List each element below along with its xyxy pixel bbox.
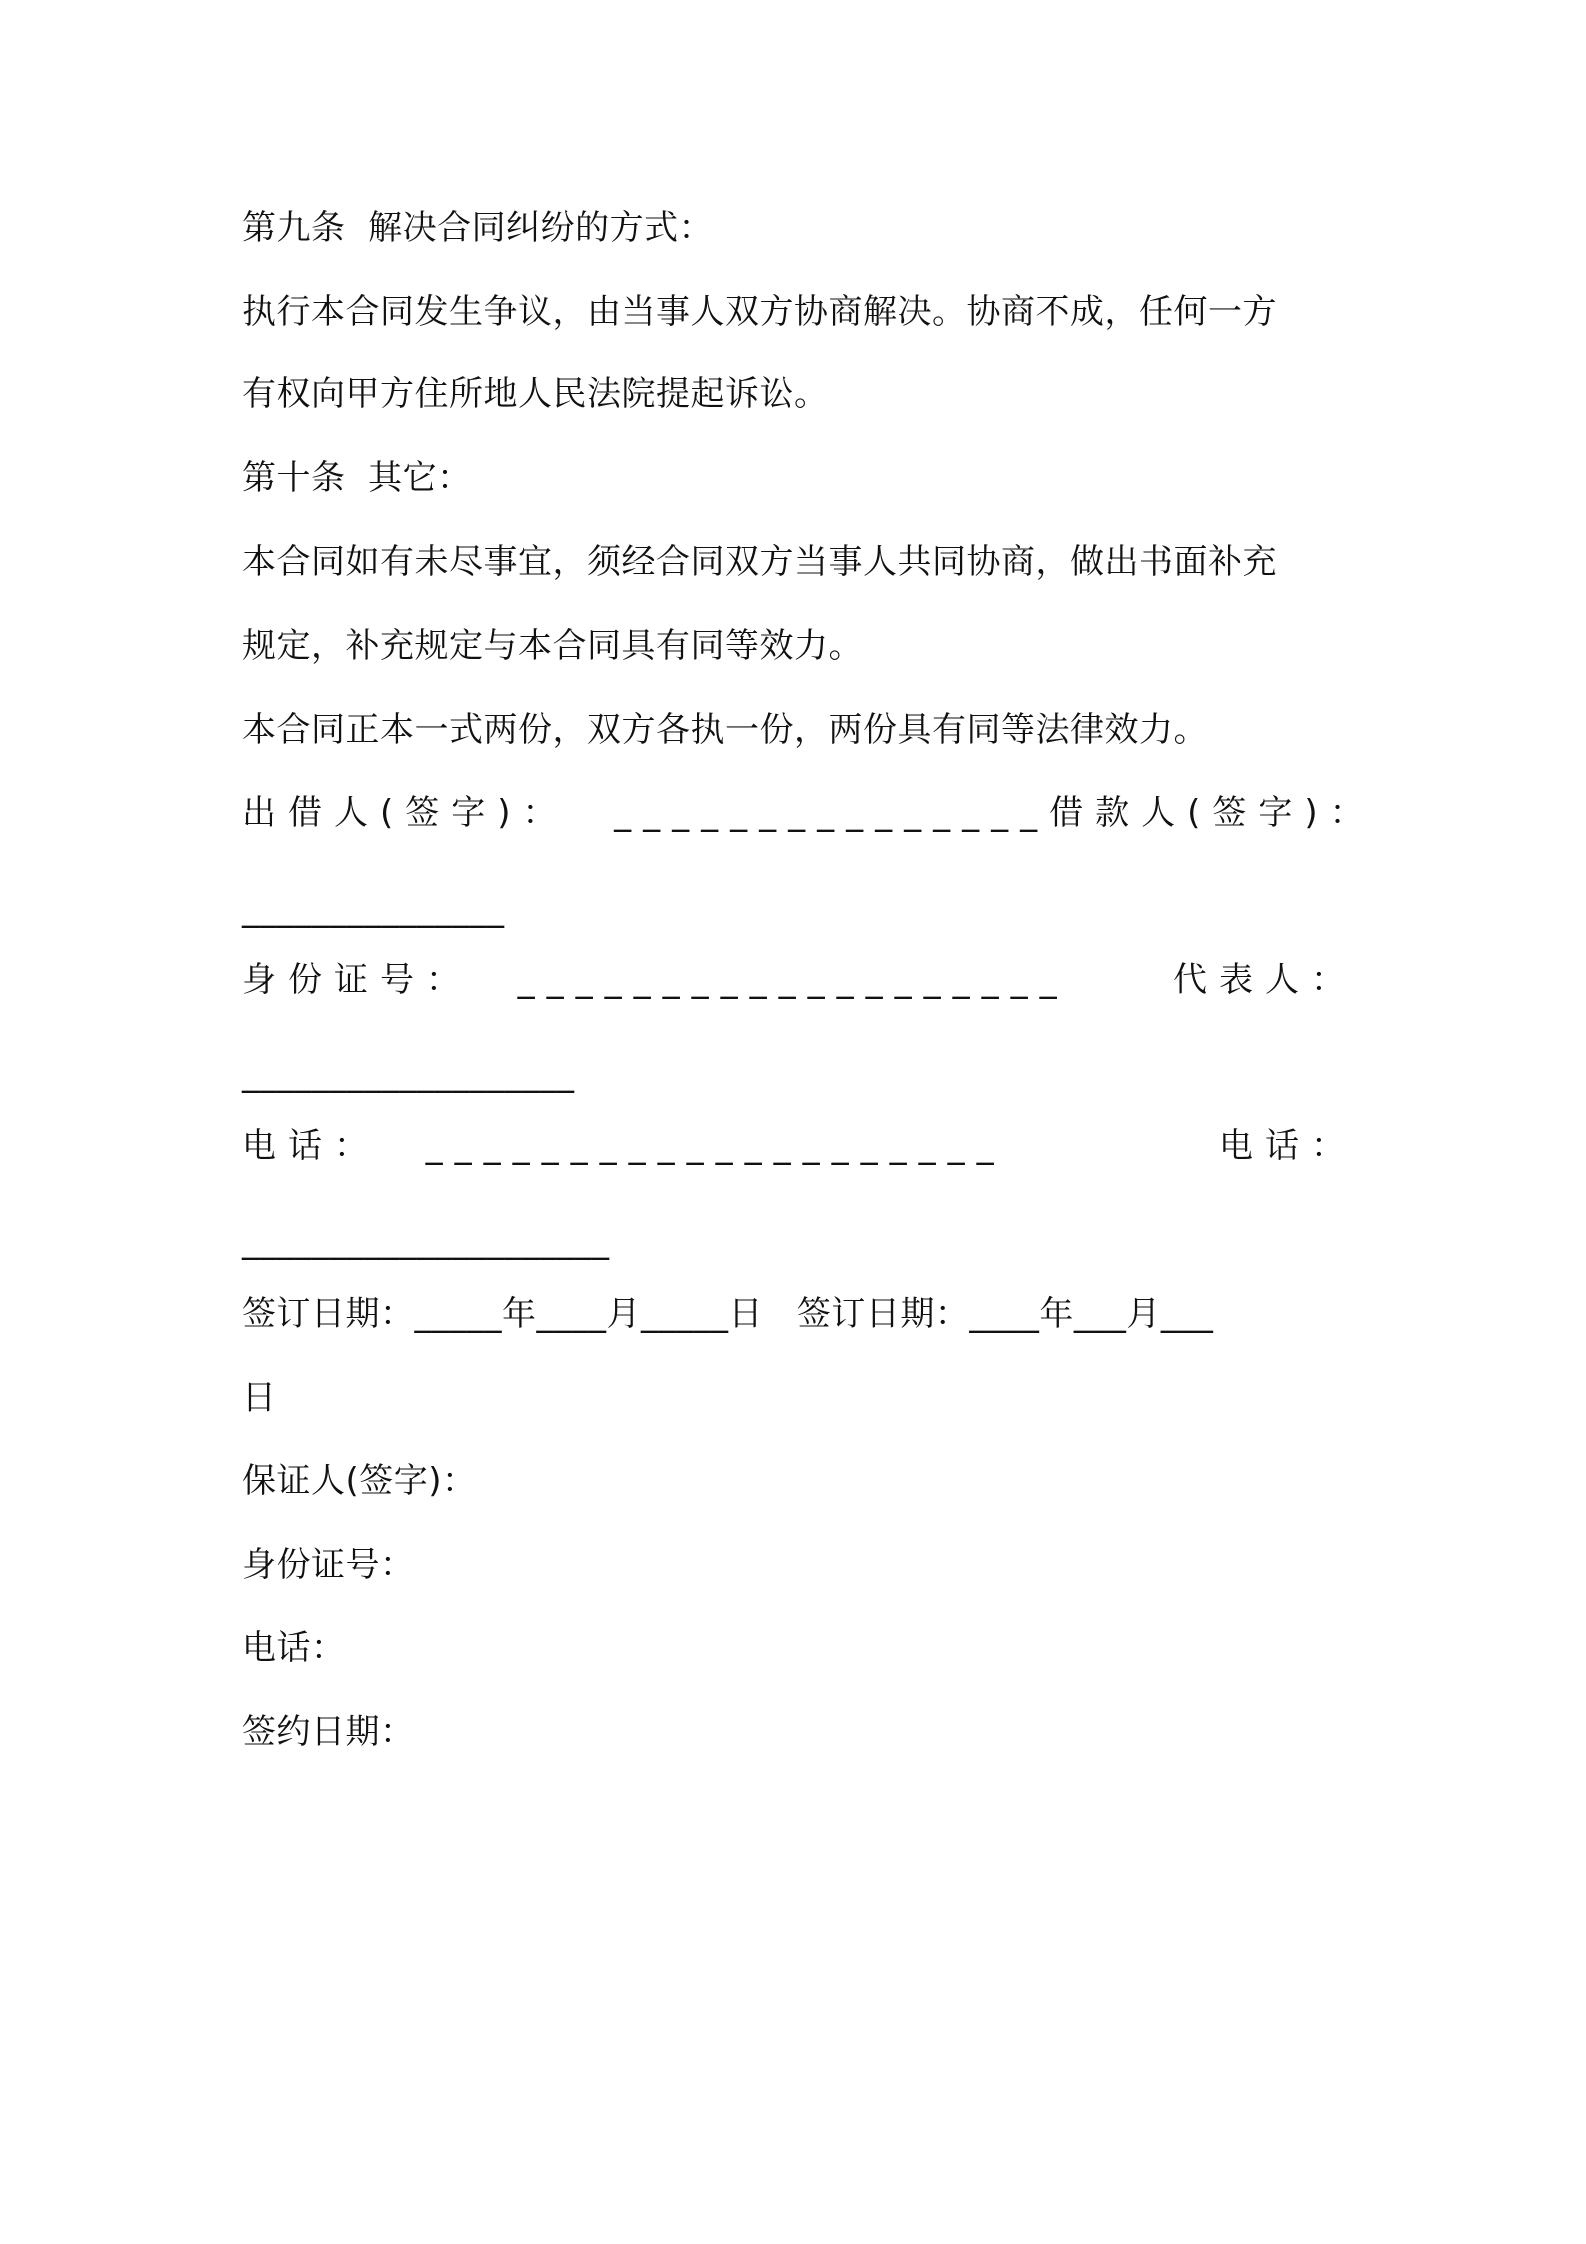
guarantor-phone: 电话： [242, 1628, 346, 1668]
sign-date-tail: 日 [242, 1378, 277, 1418]
lender-phone-field: 电话： ____________________ [242, 1126, 1006, 1166]
lender-id-field: 身份证号： ___________________ [242, 960, 1069, 1000]
article-9-title: 第九条 解决合同纠纷的方式： [242, 208, 714, 248]
borrower-phone-label: 电话： [1219, 1126, 1357, 1166]
representative-label: 代表人： [1173, 960, 1357, 1000]
article-10-title: 第十条 其它： [242, 458, 472, 498]
guarantor-sign-date: 签约日期： [242, 1712, 415, 1752]
article-9-paragraph-line-2: 有权向甲方住所地人民法院提起诉讼。 [242, 374, 829, 414]
borrower-phone-blank: _____________________ [242, 1221, 610, 1261]
sign-date-line: 签订日期：_____年____月_____日 签订日期：____年___月___ [242, 1294, 1214, 1334]
borrower-signature-label: 借款人(签字)： [1049, 793, 1376, 833]
article-10-paragraph-line-2: 规定，补充规定与本合同具有同等效力。 [242, 626, 863, 666]
copies-clause: 本合同正本一式两份，双方各执一份，两份具有同等法律效力。 [242, 710, 1208, 750]
signature-row [242, 789, 1376, 837]
representative-blank: ___________________ [242, 1054, 575, 1094]
guarantor-signature: 保证人(签字)： [242, 1461, 477, 1501]
borrower-signature-blank: _______________ [242, 889, 505, 929]
article-10-paragraph-line-1: 本合同如有未尽事宜，须经合同双方当事人共同协商，做出书面补充 [242, 542, 1277, 582]
phone-row [242, 1122, 1357, 1170]
article-9-paragraph-line-1: 执行本合同发生争议，由当事人双方协商解决。协商不成，任何一方 [242, 292, 1277, 332]
lender-signature-field: 出借人(签字)： _______________ [242, 793, 1050, 833]
id-representative-row [242, 956, 1357, 1004]
guarantor-id: 身份证号： [242, 1545, 415, 1585]
